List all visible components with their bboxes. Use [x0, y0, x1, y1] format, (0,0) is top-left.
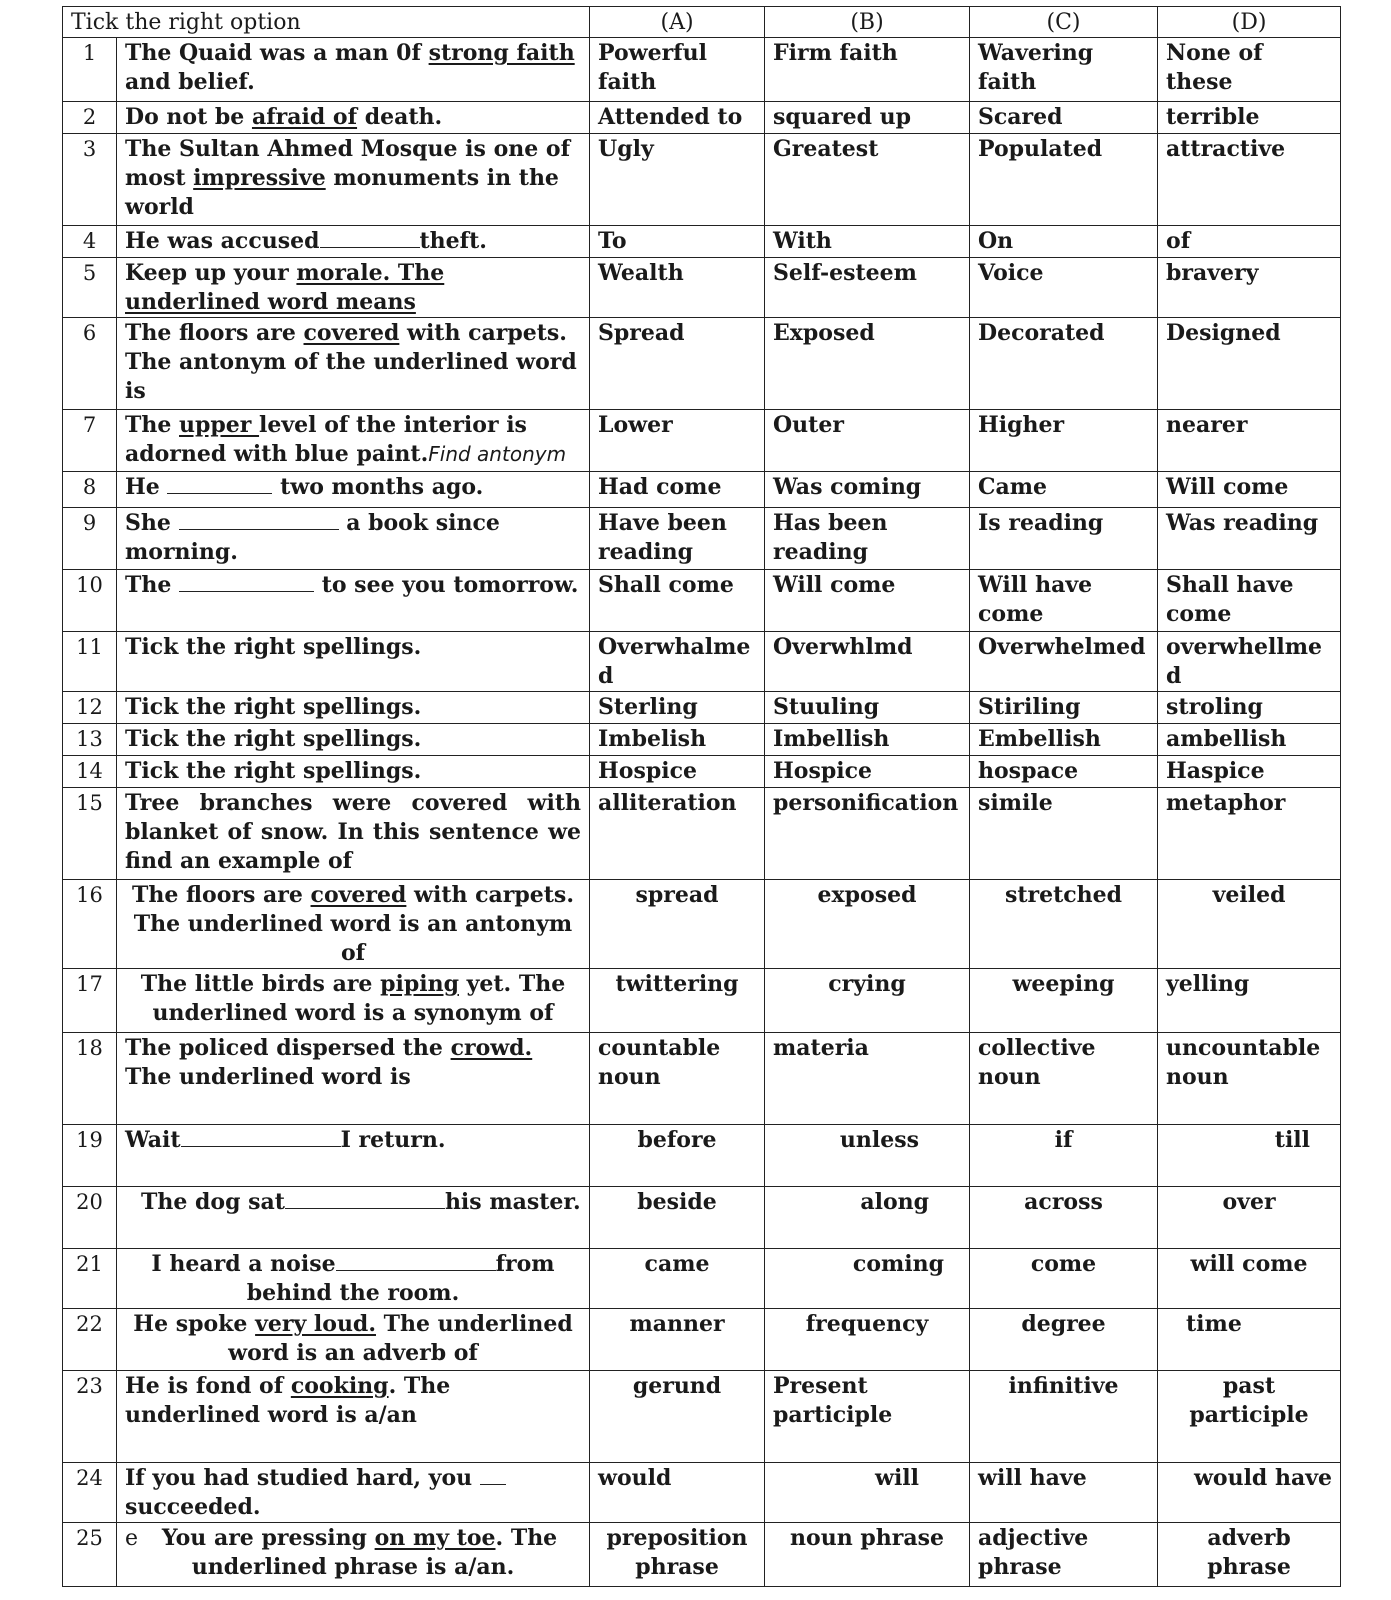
option-a[interactable]: Hospice: [590, 756, 765, 788]
question-row: [63, 1249, 1341, 1309]
blank-line: [179, 509, 339, 530]
option-b[interactable]: will: [765, 1463, 970, 1523]
question-text-part: I return.: [340, 1127, 446, 1153]
option-d[interactable]: overwhellmed: [1158, 632, 1341, 692]
option-c[interactable]: Decorated: [970, 318, 1158, 410]
option-a[interactable]: Powerful faith: [590, 38, 765, 102]
question-text-part: He was accused: [125, 228, 320, 254]
question-row: [63, 570, 1341, 632]
option-b[interactable]: coming: [765, 1249, 970, 1309]
question-row: [63, 1523, 1341, 1587]
question-text-part: with carpets. The underlined word is an antonym of: [133, 882, 574, 966]
underlined-word: piping: [380, 971, 459, 997]
question-row: [63, 1187, 1341, 1249]
option-d[interactable]: stroling: [1158, 692, 1341, 724]
option-c[interactable]: Came: [970, 472, 1158, 508]
option-a[interactable]: would: [590, 1463, 765, 1523]
question-text: Tick the right spellings.: [117, 692, 590, 724]
option-b[interactable]: With: [765, 226, 970, 258]
option-a[interactable]: To: [590, 226, 765, 258]
option-a[interactable]: Imbelish: [590, 724, 765, 756]
question-text-part: He spoke: [133, 1311, 256, 1337]
question-number: 14: [63, 756, 117, 788]
question-text-part: monuments in the world: [125, 165, 559, 220]
blank-line: [167, 473, 272, 494]
option-b[interactable]: Overwhlmd: [765, 632, 970, 692]
option-d[interactable]: will come: [1158, 1249, 1341, 1309]
blank-line: [480, 1464, 506, 1485]
question-number: 16: [63, 880, 117, 969]
question-number: 22: [63, 1309, 117, 1371]
question-text-part: He: [125, 474, 168, 500]
option-d[interactable]: Designed: [1158, 318, 1341, 410]
question-row: [63, 1309, 1341, 1371]
option-c[interactable]: Is reading: [970, 508, 1158, 570]
question-text-part: Do not be: [125, 104, 252, 130]
option-c[interactable]: infinitive: [970, 1371, 1158, 1463]
option-d[interactable]: terrible: [1158, 102, 1341, 134]
question-text-part: You are pressing: [161, 1525, 375, 1551]
option-a[interactable]: Wealth: [590, 258, 765, 318]
option-b[interactable]: Hospice: [765, 756, 970, 788]
option-b[interactable]: Outer: [765, 410, 970, 472]
question-number: 4: [63, 226, 117, 258]
question-number: 12: [63, 692, 117, 724]
question-text-part: yet. The underlined word is a synonym of: [152, 971, 566, 1026]
option-a[interactable]: Ugly: [590, 134, 765, 226]
question-text-part: He is fond of: [125, 1373, 291, 1399]
question-text-part: to see you tomorrow.: [314, 572, 579, 598]
option-b[interactable]: Self-esteem: [765, 258, 970, 318]
option-d[interactable]: attractive: [1158, 134, 1341, 226]
option-a[interactable]: Shall come: [590, 570, 765, 632]
question-text-part: from behind the room.: [246, 1251, 555, 1306]
option-b[interactable]: crying: [765, 969, 970, 1033]
option-b[interactable]: squared up: [765, 102, 970, 134]
option-d[interactable]: None of these: [1158, 38, 1341, 102]
option-a[interactable]: Overwhalmed: [590, 632, 765, 692]
underlined-word: very loud.: [255, 1311, 376, 1337]
question-number: 2: [63, 102, 117, 134]
option-c[interactable]: Populated: [970, 134, 1158, 226]
option-c[interactable]: come: [970, 1249, 1158, 1309]
question-text: [117, 226, 590, 258]
question-text-part: succeeded.: [125, 1494, 261, 1520]
option-c[interactable]: Overwhelmed: [970, 632, 1158, 692]
option-d[interactable]: adverb phrase: [1158, 1523, 1341, 1587]
question-text-part: She: [125, 510, 179, 536]
question-text-part: level of the interior is adorned with blue paint.: [125, 412, 527, 467]
option-b[interactable]: Firm faith: [765, 38, 970, 102]
question-number: 19: [63, 1125, 117, 1187]
option-c[interactable]: across: [970, 1187, 1158, 1249]
option-d[interactable]: over: [1158, 1187, 1341, 1249]
option-c[interactable]: Scared: [970, 102, 1158, 134]
question-text: Tree branches were covered with blanket of snow. In this sentence we find an example of: [117, 788, 590, 880]
question-text-part: The: [125, 412, 180, 438]
option-a[interactable]: twittering: [590, 969, 765, 1033]
option-c[interactable]: if: [970, 1125, 1158, 1187]
question-text: [117, 410, 590, 472]
mcq-table: [62, 6, 1341, 1587]
question-text-part: The underlined word is: [125, 1064, 411, 1090]
question-row: [63, 632, 1341, 692]
handwritten-note: Find antonym: [428, 442, 567, 466]
option-a[interactable]: manner: [590, 1309, 765, 1371]
option-c[interactable]: adjective phrase: [970, 1523, 1158, 1587]
question-text: Tick the right spellings.: [117, 724, 590, 756]
question-number: 21: [63, 1249, 117, 1309]
option-c[interactable]: degree: [970, 1309, 1158, 1371]
option-b[interactable]: Exposed: [765, 318, 970, 410]
question-text-part: The: [125, 572, 180, 598]
question-row: [63, 472, 1341, 508]
question-text-part: Wait: [125, 1127, 181, 1153]
option-c[interactable]: Embellish: [970, 724, 1158, 756]
option-c[interactable]: hospace: [970, 756, 1158, 788]
option-b[interactable]: Was coming: [765, 472, 970, 508]
question-row: [63, 788, 1341, 880]
question-text: [117, 1309, 590, 1371]
question-text-part: . The underlined word is a/an: [125, 1373, 451, 1428]
question-text: [117, 134, 590, 226]
question-text: [117, 258, 590, 318]
underlined-word: strong faith: [428, 40, 575, 66]
question-text: [117, 472, 590, 508]
question-row: [63, 1371, 1341, 1463]
option-a[interactable]: came: [590, 1249, 765, 1309]
question-text-part: The floors are: [125, 320, 304, 346]
question-text-part: The little birds are: [140, 971, 381, 997]
option-b[interactable]: personification: [765, 788, 970, 880]
question-text: [117, 880, 590, 969]
question-number: 25: [63, 1523, 117, 1587]
question-text: [117, 1371, 590, 1463]
question-row: [63, 724, 1341, 756]
option-a[interactable]: Lower: [590, 410, 765, 472]
worksheet: [62, 6, 1340, 1587]
question-text: [117, 1463, 590, 1523]
option-d[interactable]: Will come: [1158, 472, 1341, 508]
question-row: [63, 1463, 1341, 1523]
option-d[interactable]: time: [1158, 1309, 1341, 1371]
option-c[interactable]: simile: [970, 788, 1158, 880]
option-a[interactable]: countable noun: [590, 1033, 765, 1125]
blank-line: [336, 1250, 496, 1271]
question-text: [117, 1033, 590, 1125]
option-b[interactable]: Will come: [765, 570, 970, 632]
option-c[interactable]: Wavering faith: [970, 38, 1158, 102]
question-text-part: The Sultan Ahmed Mosque is one of most: [125, 136, 571, 191]
question-text-part: his master.: [444, 1189, 581, 1215]
question-text-part: The underlined word is an adverb of: [228, 1311, 573, 1366]
question-row: [63, 969, 1341, 1033]
option-a[interactable]: Attended to: [590, 102, 765, 134]
question-number: 15: [63, 788, 117, 880]
question-row: [63, 226, 1341, 258]
question-text: [117, 318, 590, 410]
option-d[interactable]: past participle: [1158, 1371, 1341, 1463]
option-d[interactable]: of: [1158, 226, 1341, 258]
option-c[interactable]: On: [970, 226, 1158, 258]
blank-line: [179, 571, 314, 592]
underlined-word: on my toe: [374, 1525, 496, 1551]
question-text-part: Keep up your: [125, 260, 297, 286]
option-d[interactable]: nearer: [1158, 410, 1341, 472]
question-row: [63, 134, 1341, 226]
question-number: 3: [63, 134, 117, 226]
question-row: [63, 692, 1341, 724]
option-b[interactable]: Stuuling: [765, 692, 970, 724]
question-text-part: The floors are: [132, 882, 311, 908]
option-c[interactable]: weeping: [970, 969, 1158, 1033]
option-a[interactable]: Sterling: [590, 692, 765, 724]
question-number: 18: [63, 1033, 117, 1125]
question-number: 23: [63, 1371, 117, 1463]
question-row: [63, 756, 1341, 788]
option-d[interactable]: Shall have come: [1158, 570, 1341, 632]
question-text-part: If you had studied hard, you: [125, 1465, 480, 1491]
question-text-part: and belief.: [125, 69, 255, 95]
question-number: 10: [63, 570, 117, 632]
header-row: [63, 7, 1341, 38]
underlined-word: morale. The underlined word means: [125, 260, 445, 315]
option-b[interactable]: Greatest: [765, 134, 970, 226]
option-b[interactable]: along: [765, 1187, 970, 1249]
question-text-part: The policed dispersed the: [125, 1035, 451, 1061]
option-b[interactable]: noun phrase: [765, 1523, 970, 1587]
option-a[interactable]: Have been reading: [590, 508, 765, 570]
question-text: [117, 508, 590, 570]
option-b[interactable]: unless: [765, 1125, 970, 1187]
question-number: 11: [63, 632, 117, 692]
instructions-heading: Tick the right option: [63, 7, 590, 38]
option-c[interactable]: Voice: [970, 258, 1158, 318]
question-text-part: theft.: [419, 228, 487, 254]
option-b[interactable]: Has been reading: [765, 508, 970, 570]
question-row: [63, 1125, 1341, 1187]
question-number: 13: [63, 724, 117, 756]
question-text: Tick the right spellings.: [117, 756, 590, 788]
option-b[interactable]: materia: [765, 1033, 970, 1125]
question-row: [63, 258, 1341, 318]
option-c[interactable]: Higher: [970, 410, 1158, 472]
stray-mark: e: [125, 1526, 139, 1551]
option-d[interactable]: bravery: [1158, 258, 1341, 318]
question-row: [63, 102, 1341, 134]
question-row: [63, 318, 1341, 410]
question-text: Tick the right spellings.: [117, 632, 590, 692]
question-text: [117, 1523, 590, 1587]
option-d[interactable]: veiled: [1158, 880, 1341, 969]
question-text-part: The Quaid was a man 0f: [125, 40, 429, 66]
option-b[interactable]: Present participle: [765, 1371, 970, 1463]
option-b[interactable]: frequency: [765, 1309, 970, 1371]
question-row: [63, 1033, 1341, 1125]
question-row: [63, 410, 1341, 472]
option-d[interactable]: Was reading: [1158, 508, 1341, 570]
question-text-part: . The underlined phrase is a/an.: [191, 1525, 558, 1580]
question-text: [117, 1125, 590, 1187]
question-text-part: I heard a noise: [151, 1251, 336, 1277]
option-d[interactable]: yelling: [1158, 969, 1341, 1033]
option-d[interactable]: ambellish: [1158, 724, 1341, 756]
option-a[interactable]: alliteration: [590, 788, 765, 880]
underlined-word: crowd.: [450, 1035, 533, 1061]
option-d[interactable]: metaphor: [1158, 788, 1341, 880]
question-number: 5: [63, 258, 117, 318]
option-a[interactable]: spread: [590, 880, 765, 969]
question-text: [117, 570, 590, 632]
question-number: 7: [63, 410, 117, 472]
question-number: 9: [63, 508, 117, 570]
question-number: 6: [63, 318, 117, 410]
option-a[interactable]: Had come: [590, 472, 765, 508]
option-a-heading: (A): [590, 7, 765, 38]
option-c[interactable]: stretched: [970, 880, 1158, 969]
question-row: [63, 880, 1341, 969]
question-number: 17: [63, 969, 117, 1033]
question-row: [63, 38, 1341, 102]
option-d[interactable]: Haspice: [1158, 756, 1341, 788]
question-text-part: The dog sat: [141, 1189, 285, 1215]
blank-line: [181, 1126, 341, 1147]
underlined-word: upper: [179, 412, 260, 438]
option-b-heading: (B): [765, 7, 970, 38]
underlined-word: covered: [303, 320, 400, 346]
underlined-word: covered: [310, 882, 407, 908]
question-number: 1: [63, 38, 117, 102]
option-c[interactable]: Stiriling: [970, 692, 1158, 724]
question-text: [117, 38, 590, 102]
question-number: 8: [63, 472, 117, 508]
question-text: [117, 1187, 590, 1249]
question-text-part: two months ago.: [272, 474, 484, 500]
option-a[interactable]: gerund: [590, 1371, 765, 1463]
question-text-part: death.: [357, 104, 443, 130]
option-a[interactable]: preposition phrase: [590, 1523, 765, 1587]
blank-line: [285, 1188, 445, 1209]
option-a[interactable]: Spread: [590, 318, 765, 410]
option-a[interactable]: beside: [590, 1187, 765, 1249]
option-c[interactable]: will have: [970, 1463, 1158, 1523]
option-b[interactable]: Imbellish: [765, 724, 970, 756]
option-c[interactable]: collective noun: [970, 1033, 1158, 1125]
option-d[interactable]: uncountable noun: [1158, 1033, 1341, 1125]
question-text: [117, 969, 590, 1033]
option-d-heading: (D): [1158, 7, 1341, 38]
option-b[interactable]: exposed: [765, 880, 970, 969]
option-c[interactable]: Will have come: [970, 570, 1158, 632]
underlined-word: impressive: [193, 165, 326, 191]
question-text: [117, 1249, 590, 1309]
blank-line: [320, 227, 420, 248]
question-text-part: a book since morning.: [125, 510, 500, 565]
question-text: [117, 102, 590, 134]
option-d[interactable]: would have: [1158, 1463, 1341, 1523]
question-number: 20: [63, 1187, 117, 1249]
option-c-heading: (C): [970, 7, 1158, 38]
underlined-word: cooking: [290, 1373, 389, 1399]
question-row: [63, 508, 1341, 570]
question-text-part: with carpets. The antonym of the underlined word is: [125, 320, 577, 404]
underlined-word: afraid of: [251, 104, 358, 130]
option-d[interactable]: till: [1158, 1125, 1341, 1187]
question-number: 24: [63, 1463, 117, 1523]
option-a[interactable]: before: [590, 1125, 765, 1187]
